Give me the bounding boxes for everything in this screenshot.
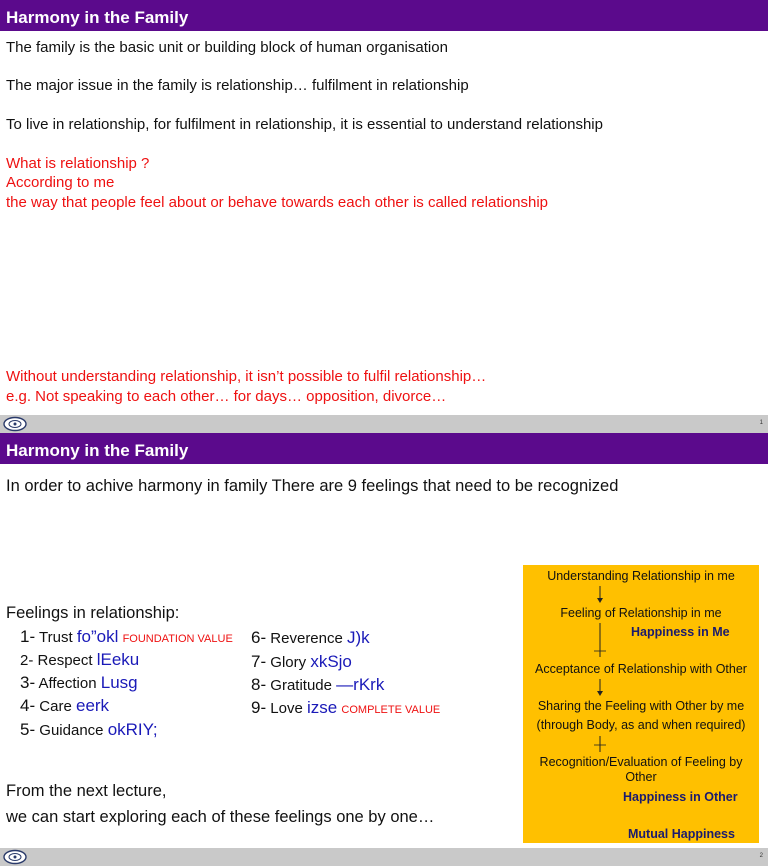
down-arrow-icon (596, 586, 604, 604)
feeling-number: 3- (20, 673, 36, 692)
slide-2-footer (0, 848, 768, 866)
mutual-happiness: Mutual Happiness (628, 827, 735, 841)
feeling-hindi: lEeku (96, 650, 140, 669)
feeling-hindi: okRIY; (107, 720, 158, 739)
feeling-number: 5- (20, 720, 36, 739)
feeling-item-4 (20, 695, 109, 718)
feeling-name: Reverence (270, 630, 343, 647)
relationship-question: What is relationship ? (6, 155, 150, 172)
emblem-logo-icon (2, 416, 28, 432)
slide-1-title-bar (0, 0, 768, 31)
slide-2-title: Harmony in the Family (6, 441, 189, 460)
feeling-name: Gratitude (270, 677, 332, 694)
feeling-name: Trust (39, 629, 73, 646)
slide-1-title: Harmony in the Family (6, 8, 189, 27)
slide-1-footer (0, 415, 768, 433)
feeling-name: Guidance (39, 722, 104, 739)
feeling-hindi: Lusg (100, 673, 138, 692)
feeling-hindi: xkSjo (310, 652, 352, 671)
feeling-hindi: J)k (347, 628, 370, 647)
closing-line-2: we can start exploring each of these feelings one by one… (6, 808, 435, 826)
feeling-number: 7- (251, 652, 267, 671)
feeling-item-9 (251, 697, 440, 721)
flow-step-sharing: Sharing the Feeling with Other by me (537, 699, 745, 713)
flow-step-recognition-other: Other (625, 770, 657, 784)
feeling-name: Care (39, 698, 72, 715)
feeling-hindi: fo”okl (76, 627, 119, 646)
down-arrow-icon (594, 736, 606, 754)
slide-1-line-3: To live in relationship, for fulfilment in relationship, it is essential to understand relationship (6, 116, 603, 133)
feeling-number: 8- (251, 675, 267, 694)
feeling-item-6 (251, 627, 370, 650)
feeling-item-1 (20, 626, 233, 650)
feeling-item-3 (20, 672, 138, 695)
feeling-number: 1- (20, 627, 36, 646)
happiness-in-me: Happiness in Me (631, 625, 730, 639)
slide-2-title-bar (0, 433, 768, 464)
feeling-number: 4- (20, 696, 36, 715)
feeling-item-7 (251, 651, 352, 674)
feeling-item-2 (20, 649, 139, 672)
slide-1-page-number: 1 (759, 420, 763, 426)
feelings-heading: Feelings in relationship: (6, 604, 180, 622)
feeling-name: Affection (38, 675, 97, 692)
flow-step-understanding: Understanding Relationship in me (547, 569, 735, 583)
flow-step-acceptance: Acceptance of Relationship with Other (535, 662, 747, 676)
flow-step-sharing-note: (through Body, as and when required) (536, 718, 746, 732)
flow-step-feeling: Feeling of Relationship in me (560, 606, 722, 620)
feeling-number: 9- (251, 698, 267, 717)
feeling-name: Glory (270, 654, 307, 671)
according-to-me: According to me (6, 174, 115, 191)
foundation-value-tag: FOUNDATION VALUE (122, 633, 233, 645)
feeling-name: Love (270, 700, 303, 717)
example-line: e.g. Not speaking to each other… for days… opposition, divorce… (6, 388, 447, 405)
complete-value-tag: COMPLETE VALUE (341, 704, 441, 716)
closing-line-1: From the next lecture, (6, 782, 167, 800)
feeling-item-8 (251, 674, 384, 697)
down-arrow-icon (596, 679, 604, 697)
happiness-in-other: Happiness in Other (623, 790, 738, 804)
feeling-hindi: —rKrk (336, 675, 385, 694)
slide-1-line-1: The family is the basic unit or building block of human organisation (6, 39, 448, 56)
emblem-logo-icon (2, 849, 28, 865)
down-arrow-icon (594, 623, 606, 659)
relationship-flow-box (523, 565, 759, 843)
slide-2-page-number: 2 (759, 853, 763, 859)
slide-1-line-2: The major issue in the family is relationship… fulfilment in relationship (6, 77, 469, 94)
relationship-definition: the way that people feel about or behave towards each other is called relationship (6, 194, 549, 211)
feeling-hindi: eerk (75, 696, 110, 715)
without-understanding-line: Without understanding relationship, it isn’t possible to fulfil relationship… (6, 368, 487, 385)
flow-step-recognition: Recognition/Evaluation of Feeling by (539, 755, 743, 769)
slide-2 (0, 433, 768, 866)
feeling-hindi: izse (307, 698, 338, 717)
feeling-name: Respect (37, 652, 93, 669)
slide-2-intro: In order to achive harmony in family There are 9 feelings that need to be recognized (6, 477, 619, 495)
feeling-number: 2- (20, 652, 34, 669)
feeling-item-5 (20, 719, 158, 742)
feeling-number: 6- (251, 628, 267, 647)
